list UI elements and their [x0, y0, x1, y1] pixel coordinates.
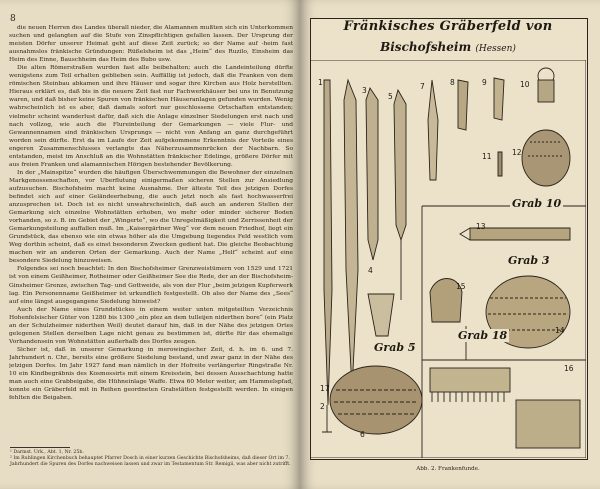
figure-number: 10: [520, 80, 530, 89]
paragraph: die neuen Herren des Landes überall nieder, die Alamannen mußten sich ein Unterkommen suchen und gelangten auf die Stufe von Zinspflichtigen gefallen lassen. Der Ursprung der meisten Dörfer unserer Heimat geht auf diese Zeit zurück; so der Name auf -heim fast ausnahmslos fränkische Gründungen: Rüßelsheim ist das „Heim“ des Ruzilo, Einsheim das Heim des Einne, Bauschheim das Heim des Bubo usw.: [9, 25, 293, 64]
bone-comb-2: [516, 400, 580, 448]
spear-head-2: [394, 90, 406, 240]
page-number: 8: [10, 14, 16, 24]
paragraph: In der „Mainspitze“ wurden die häufigen Überschwemmungen die Bewohner der einzelnen Markgenossenschaften, vor Uberflutung einigermaßen sicheren Stellen zur Ansiedlung aufzusuchen. Bischofsheim macht keine Ausnahme. Der älteste Teil des jetzigen Dorfes befindet sich auf einer Geländeerhebung, die auch jetzt noch als fast hochwasserfrei anzusprechen ist. Doch ist es nicht unwahrscheinlich, daß auch an anderen Stellen der Gemarkung sich einzelne Wohnstätten erhoben, wo mehr oder minder sicherer Boden vorhanden, so z. B. im Gebiet der „Wingerte“, wo die Unregelmäßigkeit und Zerrissenheit der Gemarkungsteilung auffallen muß. Im „Kaisergärtner Weg“ vor dem neuen Friedhof, liegt ein Grundstück, das ebenso wie ein etwas höher als die Umgebung liegendes Feld westlich vom Weg dorthin scheint, daß es einst besonderen Zwecken gedient hat. Die gleiche Beobachtung machen wir an anderen Orten der Gemarkung. Auch der Name „Helf“ scheint auf eine besondere Siedelung hinzuweisen.: [9, 169, 293, 265]
figure-number: 6: [360, 430, 365, 439]
footnotes: [10, 450, 292, 469]
paragraph: Folgendes sei noch beachtet: In den Bischofsheimer Grenzweistümern von 1529 und 1721 ist von einem Geißheimer, Rotheimer oder Geißheimer See die Rede, der an der Bischofsheim-Ginsheimer Grenze, zwischen Tag- und Gottweide, als von der Flur „beim jetzigen Kupferwerk lag. Ein Personenname Geißheimer ist urkundlich festgestellt. Ob also der Name des „Sees“ auf eine längst ausgegangene Siedelung hinweist?: [9, 266, 293, 305]
glass-beaker: [368, 294, 394, 336]
figure-number: 9: [482, 78, 487, 87]
spear-head-1: [366, 88, 378, 260]
figure-number: 17: [320, 384, 330, 393]
lance-head: [428, 80, 438, 180]
bone-comb-1: [430, 368, 510, 392]
figure-number: 14: [555, 326, 565, 335]
footnote: ² Im Ruhlingen Kirchenbuch behauptet Pfarrer Dosch in einer kurzen Geschichte Bischofsheims, daß dieser Ort im 7. Jahrhundert die Spuren des Dorfes nachweisen lassen und zwar im Testamentum Str. Remigii, was aber nicht zutrifft.: [10, 456, 291, 468]
figure-number: 11: [482, 152, 492, 161]
large-pot-grab5: [330, 366, 422, 434]
comb-teeth: [432, 392, 504, 402]
figure-number: 7: [420, 82, 425, 91]
figure-number: 8: [450, 78, 455, 87]
label-grab5: Grab 5: [374, 341, 416, 354]
figure-number: 2: [320, 402, 325, 411]
figure-number: 13: [476, 222, 486, 231]
plate-title: Fränkisches Gräberfeld von: [343, 19, 553, 34]
label-grab10: Grab 10: [512, 197, 562, 210]
body-text: [9, 24, 293, 444]
label-grab3: Grab 3: [508, 254, 550, 267]
figure-number: 16: [564, 364, 574, 373]
awl: [498, 152, 502, 176]
plate-subtitle: [312, 40, 584, 54]
figure-number: 15: [456, 282, 466, 291]
biconical-pot-grab10: [522, 130, 570, 186]
figure-number: 12: [512, 148, 522, 157]
iron-fitting: [494, 78, 504, 120]
figure-number: 3: [362, 86, 367, 95]
spatha-sword: [324, 80, 332, 405]
knife-blade: [458, 80, 468, 130]
label-grab18: Grab 18: [458, 329, 508, 342]
paragraph: Sicher ist, daß in unserer Gemarkung in merowingischer Zeit, d. h. im 6. und 7. Jahrhundert n. Chr., bereits eine größere Siedelung bestand, und zwar ganz in der Nähe des jetzigen Dorfes. Im Jahr 1927 fand man nämlich in der Hofreite verlängerter Ringstraße Nr. 10 ein Kindbegräbnis des Kosmossirts mit einem Kreisstein, bei dessen Ausschachtung hatte man auch eine Grabbeigabe, die Hühneinlage Waffe. Etwa 60 Meter weiter, am Hammelspfad, konnte ein Gräberfeld mit in Reihen geordneten Grabstätten festgestellt werden. In einigen fehlten die Beigaben.: [9, 346, 293, 402]
knife-tip: [460, 228, 470, 240]
figure-number: 5: [388, 92, 393, 101]
plate-subtitle-place: Bischofsheim: [380, 40, 472, 54]
paragraph: Auch der Name eines Grundstückes in einem weiter unten mitgeteilten Verzeichnis Hohenfelsischer Güter von 1280 bis 1300 „ein plez an dem tulleijen niderthen bore“ (ein Platz an der Schulzheimer niderthen Weil) deutet darauf hin, daß in der Nähe des jetzigen Ortes gelegenen Stellen derselben Lage nicht genau zu bestimmen ist, dürfte für das ehemalige Vorhandensein von Wohnstätten außerhalb des Dorfes zeugen.: [9, 306, 293, 345]
paragraph: Die alten Römerstraßen wurden fast alle beibehalten; auch die Landeinteilung dürfte wenigstens zum Teil erhalten geblieben sein. Auffällig ist jedoch, daß die Franken von dem römischen Steinbau abkamen und ihre Häuser und sogar ihre Kirchen aus Holz herstellten. Hieraus erklärt es, daß bis in die neuere Zeit fast nur Fachwerkhäuser bei uns in Benutzung waren, und daß bisher keine Spuren von fränkischen Häuseranlagen gefunden wurden. Wenig wahrscheinlich ist es aber, daß damals sofort nur geschlossene Ortschaften entstanden; vielmehr scheint wanderlust dafür, daß sich die Anlage einzelner Siedelungen erst nach und nach vollzog, wie auch die Flureinteilung der Gemarkungen — viele Flur- und Gewannennamen sind fränkischen Ursprungs — nicht von Anfang an ganz durchgeführt worden sein dürfte. Erst da im Laufe der Zeit aufgekommene Erkenntnis der Vorteile eines engeren Zusammenschlusses verlangte das Näherzusammenrücken der Nachbarn. So entstanden, meist im Anschluß an die Wohnstätten fränkischer Edelinge, größere Dörfer mit aus freien Franken und alamannischen Hörigen bestehender Bevölkerung.: [9, 65, 293, 168]
figure-number: 4: [368, 266, 373, 275]
footnote: ¹ Darmst. Urk., Abt. 1, Nr. 25b.: [10, 450, 84, 455]
figure-caption: Abb. 2. Frankenfunde.: [416, 466, 480, 472]
buckle-plate: [538, 80, 554, 102]
figure-number: 1: [318, 78, 323, 87]
long-seax: [344, 80, 358, 390]
footnote-rule: [10, 447, 70, 448]
plate-subtitle-region: (Hessen): [475, 44, 516, 54]
